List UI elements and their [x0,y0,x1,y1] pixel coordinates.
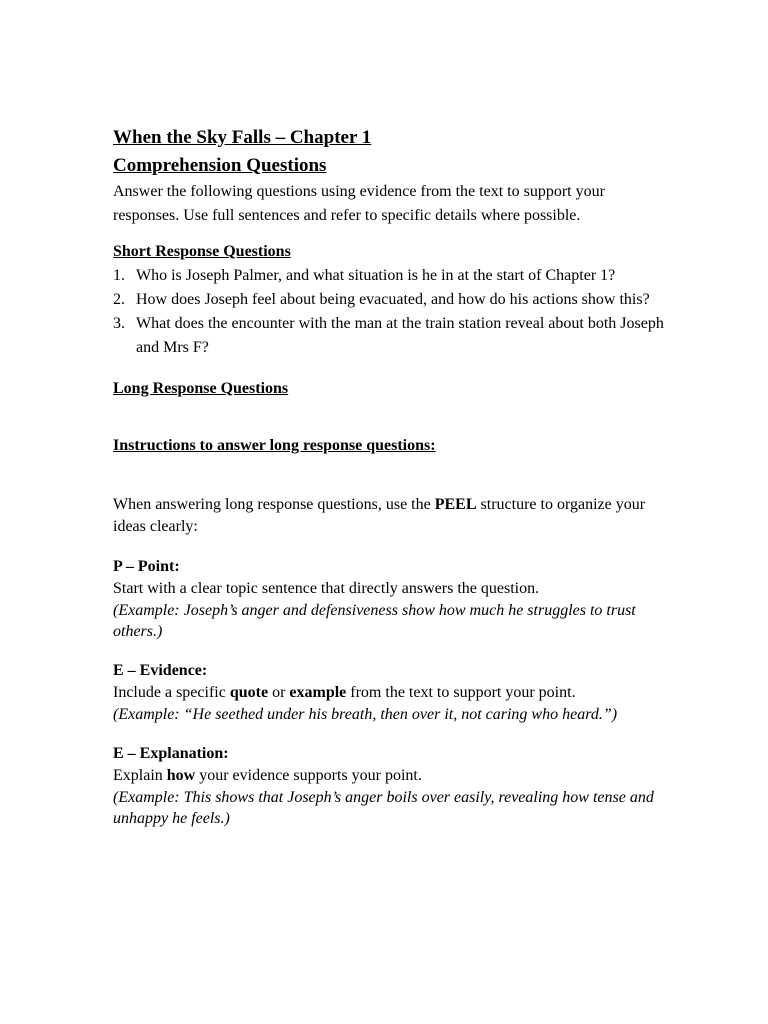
explanation-text [113,765,673,787]
explanation-heading: E – Explanation: [113,745,229,762]
point-text: Start with a clear topic sentence that directly answers the question. [113,580,540,597]
document-subtitle: Comprehension Questions [113,155,327,176]
list-item [113,312,673,360]
long-response-heading: Long Response Questions [113,380,289,397]
evidence-text-part: from the text to support your point. [346,684,576,701]
peel-point-block [113,556,673,642]
evidence-heading: E – Evidence: [113,662,208,679]
question-text: What does the encounter with the man at the train station reveal about both Joseph and Mrs F? [136,315,664,356]
short-response-heading: Short Response Questions [113,243,291,260]
evidence-example: (Example: “He seethed under his breath, then over it, not caring who heard.”) [113,706,618,723]
instructions-heading: Instructions to answer long response questions: [113,437,436,454]
point-example: (Example: Joseph’s anger and defensiveness show how much he struggles to trust others.) [113,602,636,640]
short-response-list [113,264,673,360]
peel-keyword: PEEL [434,496,477,513]
peel-intro-before: When answering long response questions, use the [113,496,435,513]
explanation-example: (Example: This shows that Joseph’s anger boils over easily, revealing how tense and unhappy he feels.) [113,789,654,827]
peel-evidence-block [113,660,673,725]
explanation-text-part: your evidence supports your point. [195,767,422,784]
peel-intro-paragraph [113,494,673,538]
point-heading: P – Point: [113,558,180,575]
peel-explanation-block [113,743,673,829]
question-text: Who is Joseph Palmer, and what situation is he in at the start of Chapter 1? [136,267,616,284]
explanation-text-part: Explain [113,767,167,784]
list-item [113,264,673,288]
explanation-bold-how: how [166,767,196,784]
peel-intro-after: structure to organize your ideas clearly: [113,496,646,535]
evidence-bold-quote: quote [229,684,269,701]
question-number: 1. [113,267,125,284]
evidence-text-part: Include a specific [113,684,230,701]
question-number: 3. [113,315,125,332]
evidence-text [113,682,673,704]
evidence-bold-example: example [289,684,347,701]
document-page [113,124,673,829]
document-title: When the Sky Falls – Chapter 1 [113,127,372,148]
intro-paragraph: Answer the following questions using evidence from the text to support your responses. Use full sentences and refer to specific details where possible. [113,183,605,224]
question-number: 2. [113,291,125,308]
list-item [113,288,673,312]
question-text: How does Joseph feel about being evacuated, and how do his actions show this? [136,291,650,308]
evidence-text-part: or [268,684,290,701]
